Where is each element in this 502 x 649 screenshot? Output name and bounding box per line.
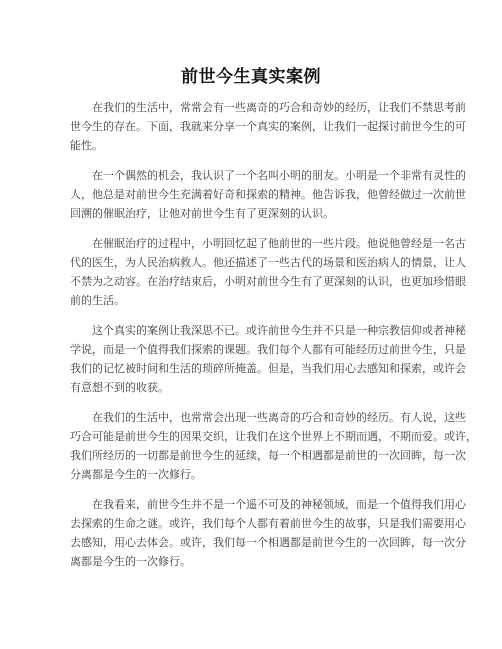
paragraph-line: 在催眠治疗的过程中，小明回忆起了他前世的一些片段。他说他曾经是一名古 [92,237,466,250]
paragraph-line: 在我看来，前世今生并不是一个遥不可及的神秘领域，而是一个值得我们用心 [92,498,466,511]
paragraph [70,166,466,223]
paragraph-line: 人，他总是对前世今生充满着好奇和探索的精神。他告诉我，他曾经做过一次前世 [70,188,466,201]
paragraph-line: 去探索的生命之谜。或许，我们每个人都有着前世今生的故事，只是我们需要用心 [70,517,466,530]
document-title: 前世今生真实案例 [181,67,321,87]
paragraph-line: 我们的记忆被时间和生活的琐碎所掩盖。但是，当我们用心去感知和探索，或许会 [70,362,466,375]
paragraph-line: 世今生的存在。下面，我就来分享一个真实的案例，让我们一起探讨前世今生的可 [70,120,466,133]
document-body [70,98,477,582]
paragraph-line: 能性。 [70,139,103,152]
paragraph [70,495,466,571]
paragraph-line: 我们所经历的一切都是前世今生的延续，每一个相遇都是前世的一次回眸，每一次 [70,449,466,462]
paragraph-line: 离都是今生的一次修行。 [70,555,191,568]
paragraph-line: 这个真实的案例让我深思不已。或许前世今生并不只是一种宗教信仰或者神秘 [92,324,466,337]
paragraph-line: 前的生活。 [70,294,125,307]
paragraph [70,321,466,397]
paragraph-line: 在我们的生活中，常常会有一些离奇的巧合和奇妙的经历，让我们不禁思考前 [92,101,466,114]
paragraph-line: 在我们的生活中，也常常会出现一些离奇的巧合和奇妙的经历。有人说，这些 [92,411,466,424]
paragraph-line: 去感知，用心去体会。或许，我们每一个相遇都是前世今生的一次回眸，每一次分 [70,536,466,549]
paragraph-line: 在一个偶然的机会，我认识了一个名叫小明的朋友。小明是一个非常有灵性的 [92,169,466,182]
paragraph-line: 回溯的催眠治疗，让他对前世今生有了更深刻的认识。 [70,207,334,220]
paragraph-line: 学说，而是一个值得我们探索的课题。我们每个人都有可能经历过前世今生，只是 [70,343,466,356]
paragraph [70,234,466,310]
paragraph-line: 代的医生，为人民治病救人。他还描述了一些古代的场景和医治病人的情景，让人 [70,256,466,269]
paragraph [70,98,466,155]
paragraph-line: 不禁为之动容。在治疗结束后，小明对前世今生有了更深刻的认识，也更加珍惜眼 [70,275,466,288]
paragraph-line: 有意想不到的收获。 [70,381,169,394]
paragraph [70,408,477,484]
paragraph-line: 分离都是今生的一次修行。 [70,468,202,481]
paragraph-line: 巧合可能是前世今生的因果交织，让我们在这个世界上不期而遇，不期而爱。或许， [70,430,477,443]
